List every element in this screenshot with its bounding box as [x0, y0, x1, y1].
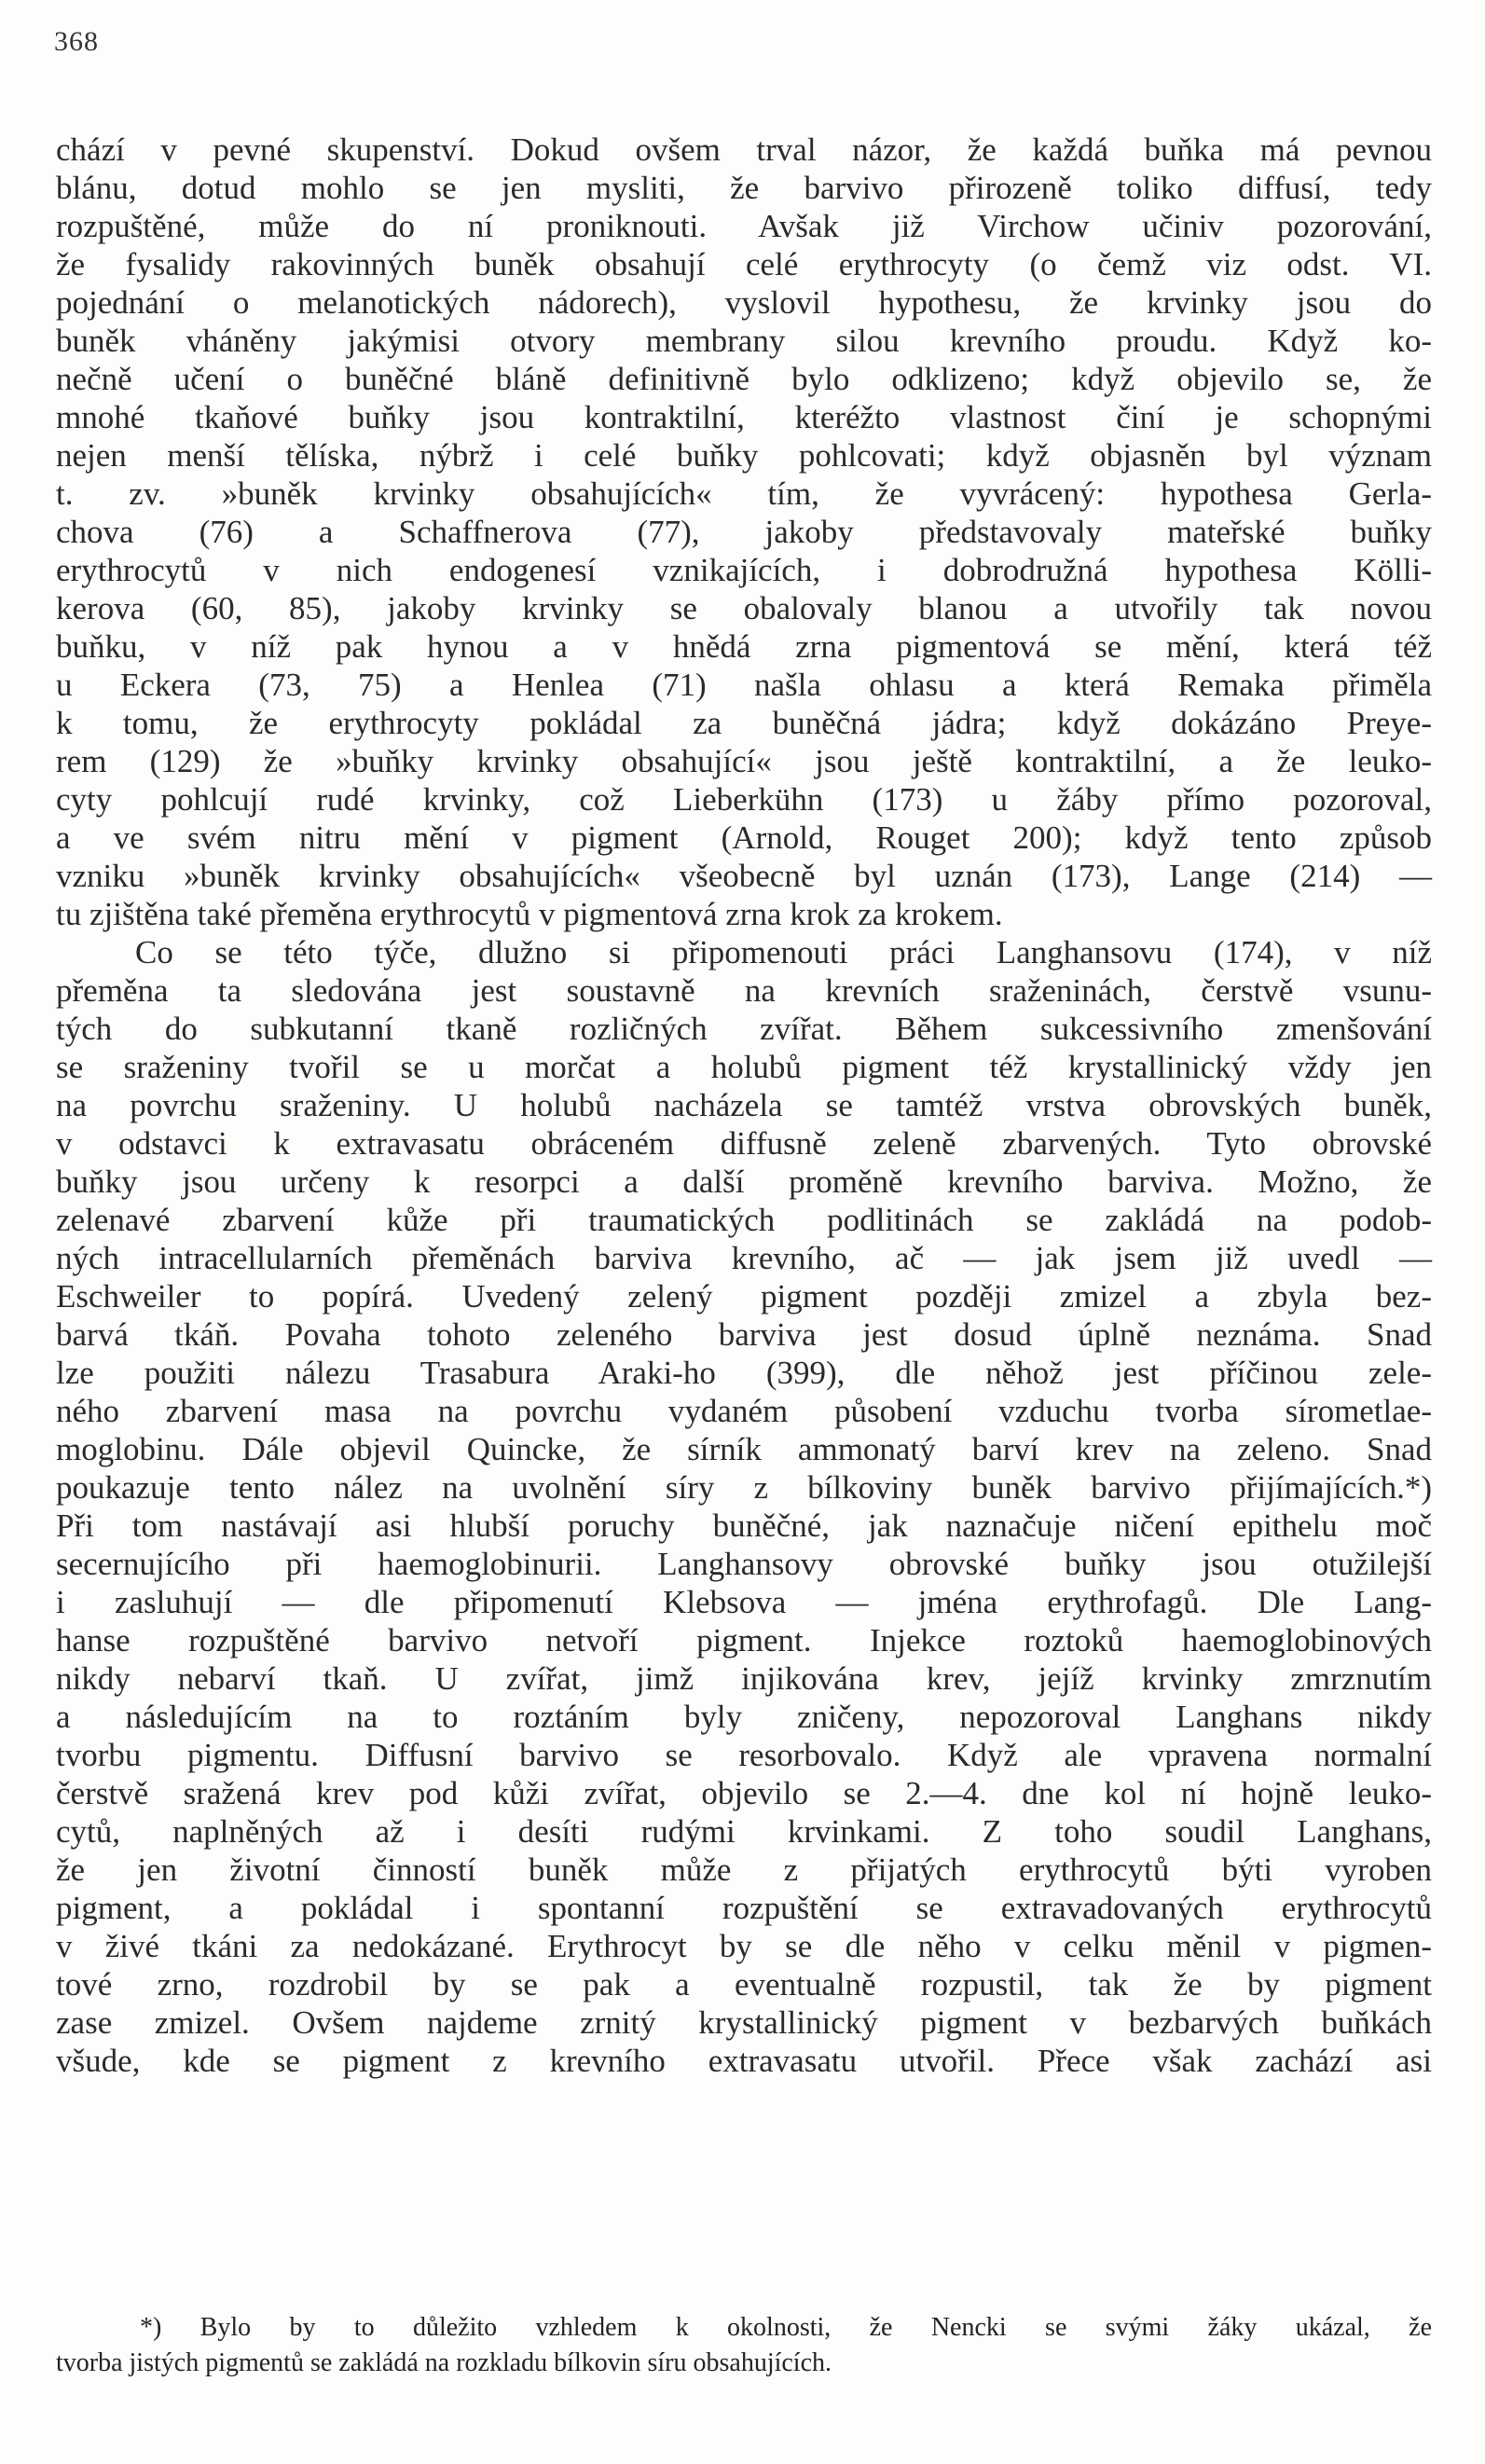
text-line: t. zv. »buněk krvinky obsahujících« tím, že vyvrácený: hypothesa Gerla- [56, 475, 1432, 512]
body-text [56, 131, 1432, 2080]
text-line: buňky jsou určeny k resorpci a další proměně krevního barviva. Možno, že [56, 1163, 1432, 1200]
text-line: erythrocytů v nich endogenesí vznikajících, i dobrodružná hypothesa Kölli- [56, 552, 1432, 588]
text-line: tové zrno, rozdrobil by se pak a eventualně rozpustil, tak že by pigment [56, 1966, 1432, 2003]
text-line: pigment, a pokládal i spontanní rozpuštění se extravadovaných erythrocytů [56, 1890, 1432, 1926]
text-line: hanse rozpuštěné barvivo netvoří pigment. Injekce roztoků haemoglobinových [56, 1622, 1432, 1659]
text-line: chází v pevné skupenství. Dokud ovšem trval názor, že každá buňka má pevnou [56, 131, 1432, 168]
text-line: ných intracellularních přeměnách barviva krevního, ač — jak jsem již uvedl — [56, 1240, 1432, 1276]
text-line: zelenavé zbarvení kůže při traumatických podlitinách se zakládá na podob- [56, 1202, 1432, 1238]
text-line: v živé tkáni za nedokázané. Erythrocyt by se dle něho v celku měnil v pigmen- [56, 1928, 1432, 1964]
footnote-line: *) Bylo by to důležito vzhledem k okolnosti, že Nencki se svými žáky ukázal, že [140, 2313, 1432, 2342]
text-line: u Eckera (73, 75) a Henlea (71) našla ohlasu a která Remaka přiměla [56, 667, 1432, 703]
text-line: na povrchu sraženiny. U holubů nacházela se tamtéž vrstva obrovských buněk, [56, 1087, 1432, 1123]
text-line: všude, kde se pigment z krevního extravasatu utvořil. Přece však zachází asi [56, 2043, 1432, 2079]
text-line: zase zmizel. Ovšem najdeme zrnitý krystallinický pigment v bezbarvých buňkách [56, 2004, 1432, 2041]
text-line: kerova (60, 85), jakoby krvinky se obalovaly blanou a utvořily tak novou [56, 590, 1432, 626]
text-line: i zasluhují — dle připomenutí Klebsova — jména erythrofagů. Dle Lang- [56, 1584, 1432, 1620]
text-line: Eschweiler to popírá. Uvedený zelený pigment později zmizel a zbyla bez- [56, 1278, 1432, 1315]
text-line: tu zjištěna také přeměna erythrocytů v pigmentová zrna krok za krokem. [56, 896, 1003, 932]
text-line: barvá tkáň. Povaha tohoto zeleného barviva jest dosud úplně neznáma. Snad [56, 1316, 1432, 1353]
text-line: že jen životní činností buněk může z přijatých erythrocytů býti vyroben [56, 1851, 1432, 1888]
text-line: vzniku »buněk krvinky obsahujících« všeobecně byl uznán (173), Lange (214) — [56, 858, 1432, 894]
text-line: rozpuštěné, může do ní proniknouti. Avšak již Virchow učiniv pozorování, [56, 208, 1432, 244]
footnote-line: tvorba jistých pigmentů se zakládá na rozkladu bílkovin síru obsahujících. [56, 2348, 832, 2377]
text-line: přeměna ta sledována jest soustavně na krevních sraženinách, čerstvě vsunu- [56, 972, 1432, 1009]
text-line: Při tom nastávají asi hlubší poruchy buněčné, jak naznačuje ničení epithelu moč [56, 1507, 1432, 1544]
text-line: ného zbarvení masa na povrchu vydaném působení vzduchu tvorba sírometlae- [56, 1393, 1432, 1429]
text-line: buněk vháněny jakýmisi otvory membrany silou krevního proudu. Když ko- [56, 323, 1432, 359]
text-line: nikdy nebarví tkaň. U zvířat, jimž injikována krev, jejíž krvinky zmrznutím [56, 1660, 1432, 1697]
text-line: lze použiti nálezu Trasabura Araki-ho (399), dle něhož jest příčinou zele- [56, 1355, 1432, 1391]
page-number: 368 [54, 26, 99, 57]
text-line: secernujícího při haemoglobinurii. Langhansovy obrovské buňky jsou otužilejší [56, 1546, 1432, 1582]
text-line: Co se této týče, dlužno si připomenouti práci Langhansovu (174), v níž [135, 934, 1432, 970]
text-line: poukazuje tento nález na uvolnění síry z bílkoviny buněk barvivo přijímajících.*) [56, 1469, 1432, 1506]
text-line: rem (129) že »buňky krvinky obsahující« jsou ještě kontraktilní, a že leuko- [56, 743, 1432, 779]
text-line: k tomu, že erythrocyty pokládal za buněčná jádra; když dokázáno Preye- [56, 705, 1432, 741]
text-line: cyty pohlcují rudé krvinky, což Lieberkühn (173) u žáby přímo pozoroval, [56, 781, 1432, 818]
text-line: a následujícím na to roztáním byly zničeny, nepozoroval Langhans nikdy [56, 1699, 1432, 1735]
text-line: se sraženiny tvořil se u morčat a holubů pigment též krystallinický vždy jen [56, 1049, 1432, 1085]
text-line: nejen menší tělíska, nýbrž i celé buňky pohlcovati; když objasněn byl význam [56, 437, 1432, 474]
text-line: buňku, v níž pak hynou a v hnědá zrna pigmentová se mění, která též [56, 628, 1432, 665]
text-line: cytů, naplněných až i desíti rudými krvinkami. Z toho soudil Langhans, [56, 1813, 1432, 1850]
text-line: tých do subkutanní tkaně rozličných zvířat. Během sukcessivního zmenšování [56, 1011, 1432, 1047]
text-line: v odstavci k extravasatu obráceném diffusně zeleně zbarvených. Tyto obrovské [56, 1125, 1432, 1162]
text-line: že fysalidy rakovinných buněk obsahují celé erythrocyty (o čemž viz odst. VI. [56, 246, 1432, 282]
footnote [56, 2310, 1432, 2381]
text-line: mnohé tkaňové buňky jsou kontraktilní, kteréžto vlastnost činí je schopnými [56, 399, 1432, 435]
text-line: čerstvě sražená krev pod kůži zvířat, objevilo se 2.—4. dne kol ní hojně leuko- [56, 1775, 1432, 1811]
text-line: blánu, dotud mohlo se jen mysliti, že barvivo přirozeně toliko diffusí, tedy [56, 170, 1432, 206]
text-line: a ve svém nitru mění v pigment (Arnold, Rouget 200); když tento způsob [56, 819, 1432, 856]
text-line: tvorbu pigmentu. Diffusní barvivo se resorbovalo. Když ale vpravena normalní [56, 1737, 1432, 1773]
text-line: moglobinu. Dále objevil Quincke, že sírník ammonatý barví krev na zeleno. Snad [56, 1431, 1432, 1467]
text-line: nečně učení o buněčné bláně definitivně bylo odklizeno; když objevilo se, že [56, 361, 1432, 397]
text-line: pojednání o melanotických nádorech), vyslovil hypothesu, že krvinky jsou do [56, 284, 1432, 321]
text-line: chova (76) a Schaffnerova (77), jakoby představovaly mateřské buňky [56, 514, 1432, 550]
